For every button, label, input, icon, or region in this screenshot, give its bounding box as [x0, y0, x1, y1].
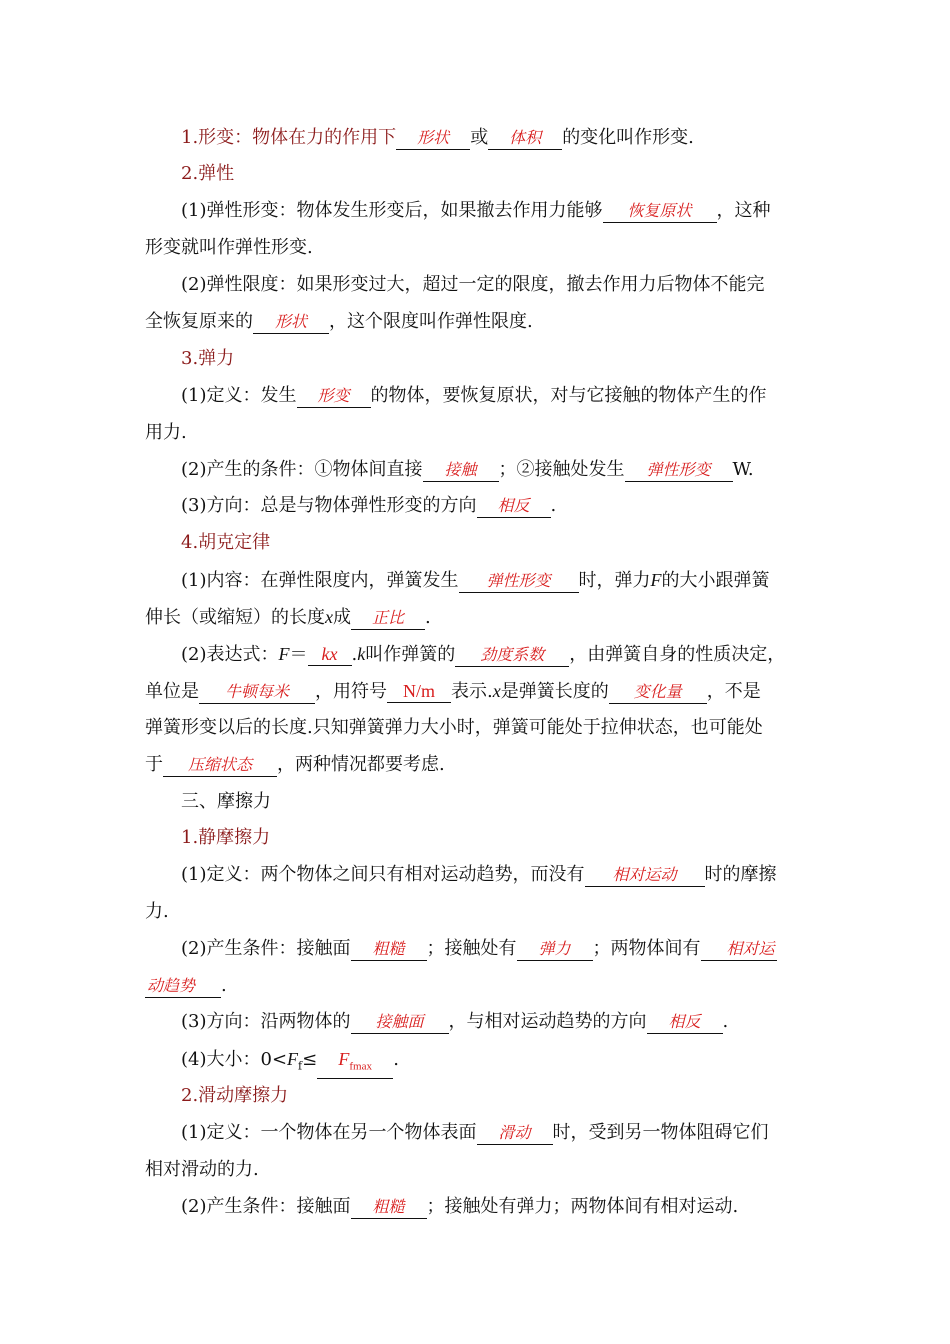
answer-blank: 弹性形变: [459, 570, 579, 593]
answer-blank: 恢复原状: [603, 200, 717, 223]
variable: F: [278, 644, 290, 664]
answer-blank: 接触面: [351, 1011, 449, 1034]
answer-blank: 变化量: [609, 681, 707, 704]
text: ＝: [289, 644, 308, 665]
paragraph-conditions: [181, 1195, 738, 1219]
heading-hookes-law: 4.胡克定律: [181, 532, 271, 553]
text: 的大小跟弹簧: [661, 570, 770, 591]
answer-blank: 形变: [297, 385, 371, 408]
paragraph-content: [181, 568, 770, 593]
text: 表示.: [451, 681, 493, 702]
answer-blank: 弹力: [517, 938, 593, 961]
answer-blank: kx: [308, 643, 352, 666]
answer-blank: 动趋势: [145, 975, 221, 998]
text: 时的摩擦: [704, 864, 777, 885]
text: ；②接触处发生: [498, 459, 625, 480]
text: 的变化叫作形变.: [562, 127, 694, 148]
answer-blank: 压缩状态: [163, 754, 277, 777]
text: ，这个限度叫作弹性限度.: [329, 311, 533, 332]
answer-blank: 相对运: [701, 938, 777, 961]
paragraph-line: 弹簧形变以后的长度.只知弹簧弹力大小时，弹簧可能处于拉伸状态，也可能处: [145, 717, 763, 738]
paragraph-elastic-deformation: [181, 199, 771, 223]
subscript: fmax: [349, 1060, 372, 1073]
answer-blank: 相反: [647, 1011, 723, 1034]
text: (2)表达式：: [181, 644, 279, 665]
text: 叫作弹簧的: [365, 644, 456, 665]
variable: x: [492, 681, 501, 701]
variable: k: [357, 644, 366, 664]
answer-blank: 劲度系数: [455, 644, 569, 667]
text: ，与相对运动趋势的方向: [448, 1011, 647, 1032]
answer-blank: 接触: [423, 459, 499, 482]
text: 1.形变：物体在力的作用下: [181, 127, 397, 148]
text: 是弹簧长度的: [500, 681, 609, 702]
text: 单位是: [145, 681, 199, 702]
paragraph-line: 用力.: [145, 422, 187, 443]
paragraph-line: 力.: [145, 901, 169, 922]
variable: x: [325, 607, 333, 627]
answer-blank: [317, 1048, 393, 1079]
text: (3)方向：总是与物体弹性形变的方向: [181, 495, 477, 516]
answer-blank: 弹性形变: [625, 459, 733, 482]
text: (1)定义：两个物体之间只有相对运动趋势，而没有: [181, 864, 585, 885]
answer-blank: 粗糙: [351, 1196, 427, 1219]
subscript: f: [298, 1059, 303, 1073]
text: 伸长（或缩短）的长度: [145, 607, 325, 628]
paragraph-direction: [181, 1010, 728, 1034]
text: 于: [145, 754, 163, 775]
paragraph-definition: [181, 384, 767, 408]
text: .: [722, 1011, 729, 1032]
text: 的物体，要恢复原状，对与它接触的物体产生的作: [370, 385, 767, 406]
answer-blank: 牛顿每米: [199, 681, 315, 704]
paragraph-conditions: [181, 458, 754, 482]
heading-elasticity: 2.弹性: [181, 163, 235, 184]
answer-blank: 粗糙: [351, 938, 427, 961]
text: (1)弹性形变：物体发生形变后，如果撤去作用力能够: [181, 200, 603, 221]
paragraph-definition: [181, 1121, 769, 1145]
text: ，这种: [716, 200, 771, 221]
text: W.: [732, 459, 754, 480]
answer-blank: 形状: [396, 127, 470, 150]
text: .: [393, 1049, 399, 1070]
section-friction: 三、摩擦力: [181, 791, 271, 812]
heading-elastic-force: 3.弹力: [181, 348, 235, 369]
paragraph-line: [145, 679, 761, 704]
text: ，不是: [706, 681, 761, 702]
variable: F: [287, 1049, 299, 1069]
text: ，由弹簧自身的性质决定，: [569, 644, 786, 665]
paragraph-expression: [181, 642, 785, 667]
answer-blank: 正比: [351, 607, 425, 630]
text: ；接触处有: [426, 938, 517, 959]
variable: F: [650, 570, 662, 590]
paragraph-definition: [181, 863, 777, 887]
paragraph-line: [145, 753, 445, 777]
paragraph-direction: [181, 494, 556, 518]
paragraph-line: 相对滑动的力.: [145, 1159, 259, 1180]
text: .: [550, 495, 557, 516]
text: (2)产生条件：接触面: [181, 1196, 351, 1217]
text: 成: [333, 607, 351, 628]
paragraph-elastic-limit: (2)弹性限度：如果形变过大，超过一定的限度，撤去作用力后物体不能完: [181, 274, 765, 295]
text: ，用符号: [315, 681, 387, 702]
heading-static-friction: 1.静摩擦力: [181, 827, 271, 848]
answer-blank: 相反: [477, 495, 551, 518]
text: (4)大小：0<: [181, 1049, 288, 1070]
text: 或: [470, 127, 489, 148]
text: (3)方向：沿两物体的: [181, 1011, 351, 1032]
paragraph-line: [145, 974, 227, 998]
text: 时，弹力: [578, 570, 651, 591]
answer-blank: 形状: [253, 311, 329, 334]
text: .: [425, 607, 431, 628]
answer-blank: 相对运动: [585, 864, 705, 887]
text: ；两物体间有: [592, 938, 701, 959]
text: ≤: [302, 1049, 318, 1070]
answer-blank: 滑动: [477, 1122, 553, 1145]
variable: F: [338, 1049, 350, 1069]
paragraph-line: [145, 310, 533, 334]
text: 全恢复原来的: [145, 311, 253, 332]
paragraph-magnitude: [181, 1047, 399, 1079]
paragraph-line: 形变就叫作弹性形变.: [145, 237, 313, 258]
text: (1)定义：一个物体在另一个物体表面: [181, 1122, 477, 1143]
text: .: [221, 975, 227, 996]
heading-sliding-friction: 2.滑动摩擦力: [181, 1085, 289, 1106]
text: .: [351, 644, 358, 665]
paragraph-conditions: [181, 937, 777, 961]
text: 时，受到另一物体阻碍它们: [552, 1122, 769, 1143]
answer-blank: 体积: [488, 127, 562, 150]
answer-blank: N/m: [387, 680, 451, 703]
text: (2)产生的条件：①物体间直接: [181, 459, 423, 480]
text: (1)定义：发生: [181, 385, 297, 406]
text: (1)内容：在弹性限度内，弹簧发生: [181, 570, 459, 591]
paragraph-line: [145, 605, 431, 630]
text: (2)产生条件：接触面: [181, 938, 351, 959]
text: ，两种情况都要考虑.: [277, 754, 445, 775]
paragraph-deformation: [181, 126, 694, 150]
text: ；接触处有弹力；两物体间有相对运动.: [426, 1196, 739, 1217]
